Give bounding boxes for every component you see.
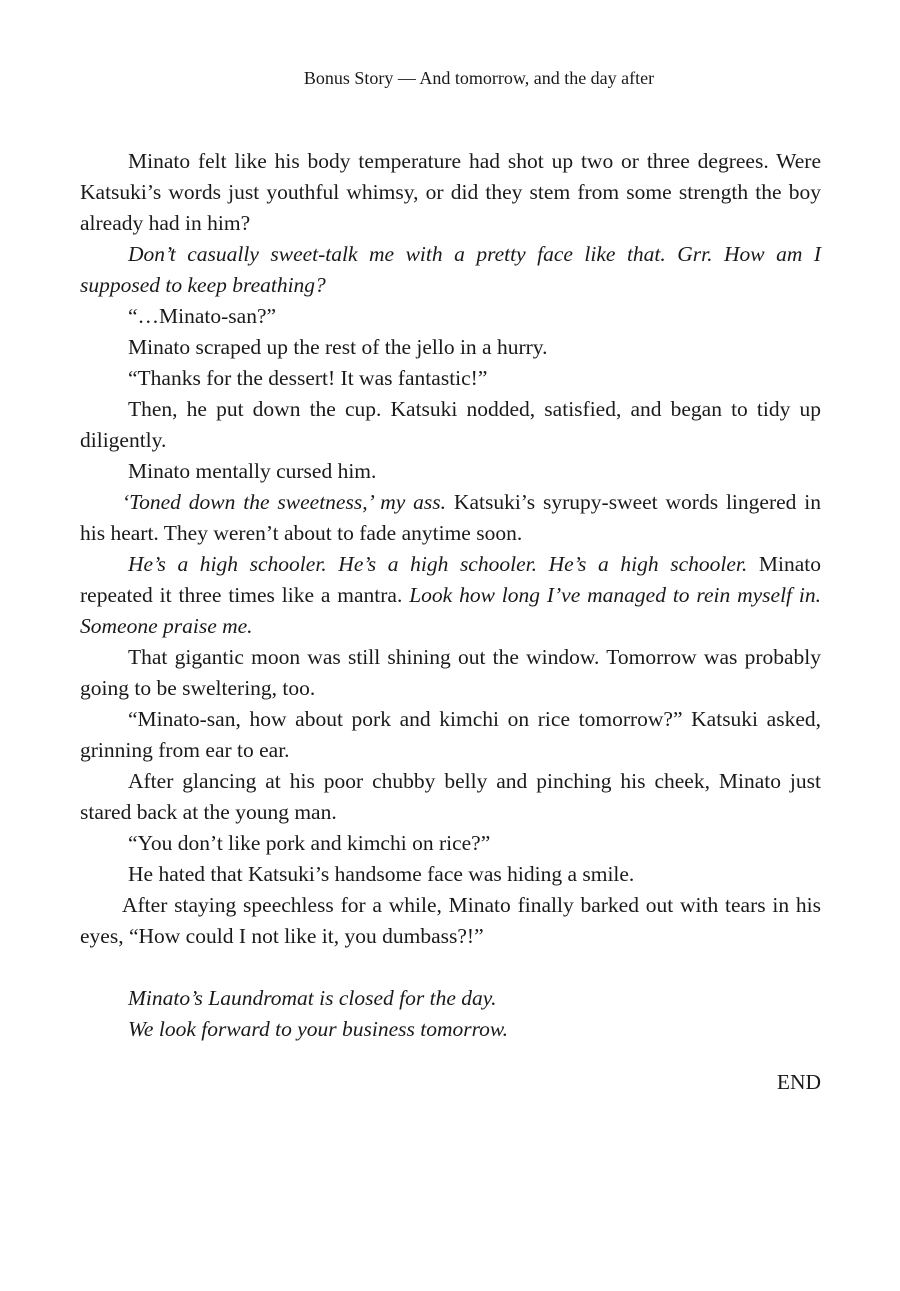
- text-segment: Katsuki’s syrupy-sweet words lingered in his heart. They weren’t about to fade anytime soon.: [80, 490, 821, 545]
- dialogue: “…Minato-san?”: [128, 304, 277, 328]
- italic-thought: ‘Toned down the sweetness,’ my ass.: [122, 490, 447, 514]
- dialogue: “Minato-san, how about pork and kimchi on rice tomorrow?” Katsuki asked, grinning from ear to ear.: [80, 707, 821, 762]
- text-segment: Minato repeated it three times like a mantra.: [80, 552, 822, 607]
- text-segment: Minato mentally cursed him.: [128, 459, 377, 483]
- paragraph: [80, 642, 821, 704]
- paragraph: [80, 859, 821, 890]
- paragraph: [80, 890, 821, 952]
- text-segment: Minato felt like his body temperature had shot up two or three degrees. Were Katsuki’s words just youthful whimsy, or did they stem from some strength the boy already had in him?: [80, 149, 821, 235]
- dialogue: “You don’t like pork and kimchi on rice?”: [128, 831, 491, 855]
- closing-line: [80, 983, 821, 1014]
- text-segment: That gigantic moon was still shining out the window. Tomorrow was probably going to be sweltering, too.: [80, 645, 821, 700]
- closing-line: [80, 1014, 821, 1045]
- paragraph: [80, 828, 821, 859]
- story-text: [80, 146, 821, 1119]
- paragraph: [80, 363, 821, 394]
- italic-thought: Don’t casually sweet-talk me with a pretty face like that. Grr. How am I supposed to keep breathing?: [80, 242, 821, 297]
- paragraph: [80, 146, 821, 239]
- paragraph: [80, 487, 821, 549]
- paragraph: [80, 704, 821, 766]
- paragraph: [80, 301, 821, 332]
- paragraph: [80, 394, 821, 456]
- closing-sign-text: Minato’s Laundromat is closed for the day.: [128, 986, 497, 1010]
- end-marker: END: [776, 1069, 821, 1094]
- text-segment: After glancing at his poor chubby belly and pinching his cheek, Minato just stared back at the young man.: [80, 769, 821, 824]
- closing-sign-text: We look forward to your business tomorrow.: [128, 1017, 509, 1041]
- section-gap: [80, 952, 821, 983]
- text-segment: He hated that Katsuki’s handsome face was hiding a smile.: [128, 862, 635, 886]
- dialogue: “Thanks for the dessert! It was fantastic!”: [128, 366, 488, 390]
- italic-thought: He’s a high schooler. He’s a high schooler. He’s a high schooler.: [128, 552, 748, 576]
- paragraph: [80, 549, 821, 642]
- text-segment: Minato scraped up the rest of the jello in a hurry.: [128, 335, 548, 359]
- text-segment: Then, he put down the cup. Katsuki nodded, satisfied, and began to tidy up diligently.: [80, 397, 821, 452]
- running-header: Bonus Story — And tomorrow, and the day after: [303, 68, 655, 88]
- text-segment: After staying speechless for a while, Minato finally barked out with tears in his eyes, “How could I not like it, you dumbass?!”: [80, 893, 821, 948]
- paragraph: [80, 456, 821, 487]
- italic-thought: Look how long I’ve managed to rein myself in. Someone praise me.: [80, 583, 821, 638]
- paragraph: [80, 766, 821, 828]
- paragraph: [80, 239, 821, 301]
- paragraph: [80, 332, 821, 363]
